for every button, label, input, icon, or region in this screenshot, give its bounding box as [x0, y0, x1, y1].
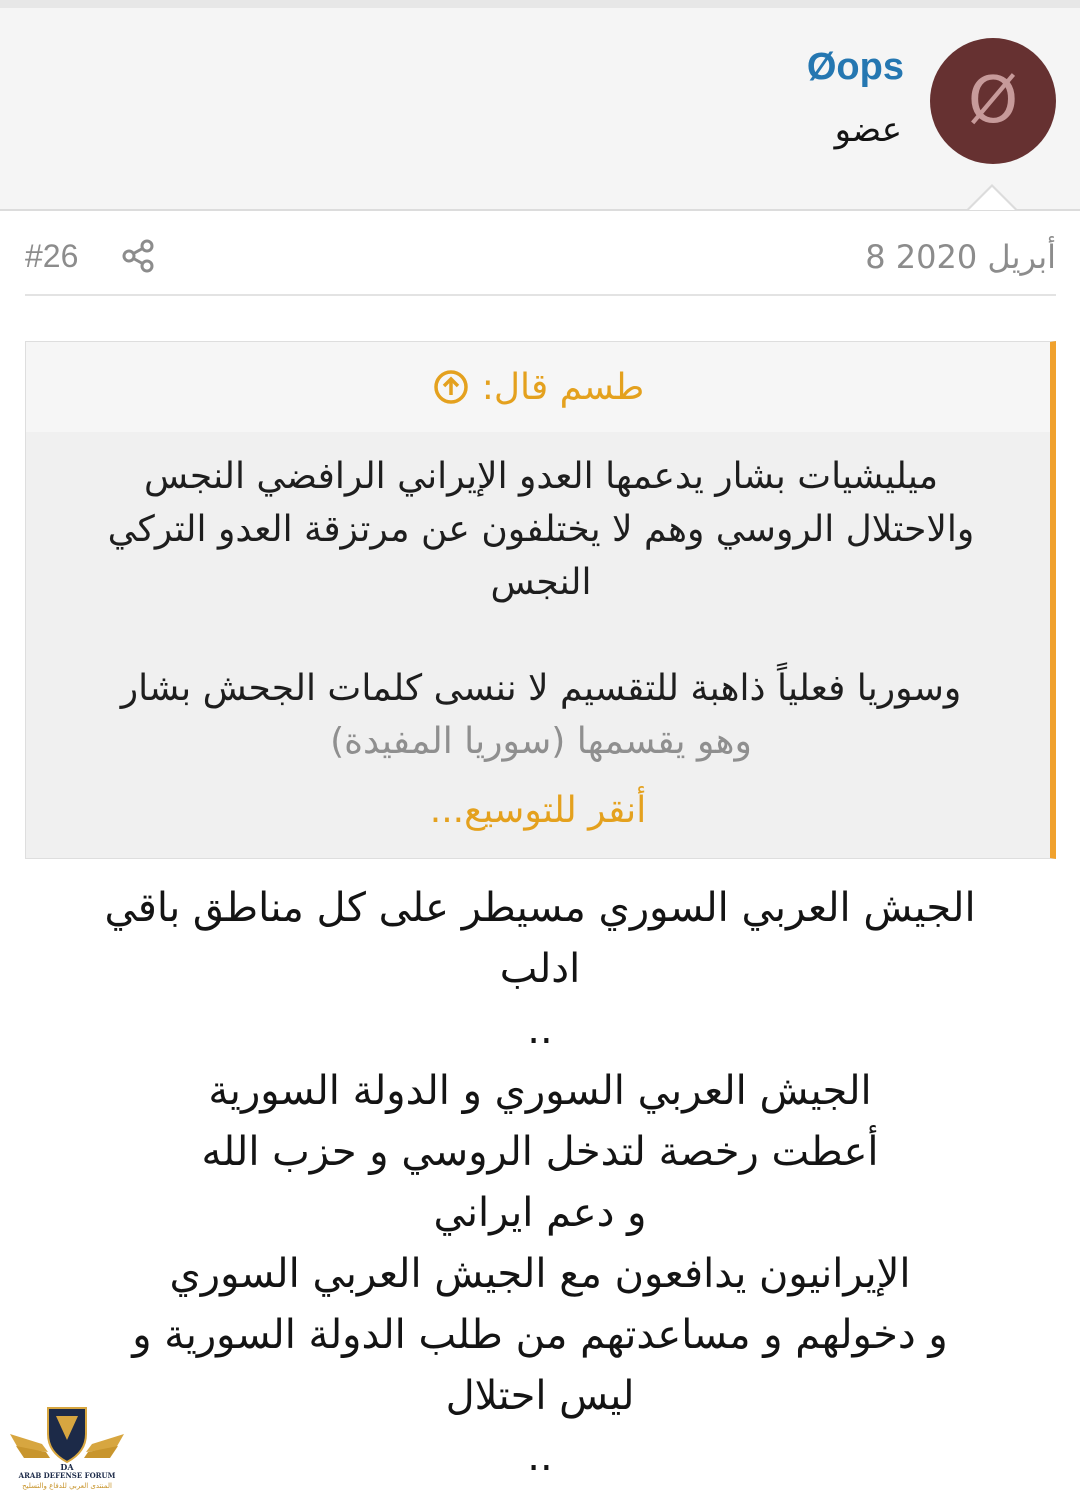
quote-body [56, 450, 1026, 768]
top-divider [0, 0, 1080, 8]
message-line: ليس احتلال [445, 1373, 635, 1419]
username-link[interactable]: Øops [806, 46, 904, 88]
quote-line: ميليشيات بشار يدعمها العدو الإيراني الرافضي النجس [144, 456, 938, 497]
quote-block [25, 341, 1056, 859]
message-line: الإيرانيون يدافعون مع الجيش العربي السوري [169, 1251, 911, 1297]
message-line: أعطت رخصة لتدخل الروسي و حزب الله [201, 1129, 879, 1175]
avatar[interactable] [930, 38, 1056, 164]
avatar-letter: Ø [967, 64, 1019, 138]
message-line: ادلب [499, 946, 581, 992]
message-line: .. [527, 1007, 553, 1053]
message-line: الجيش العربي السوري و الدولة السورية [208, 1068, 872, 1114]
quote-line: وسوريا فعلياً ذاهبة للتقسيم لا ننسى كلمات الجحش بشار [120, 668, 962, 709]
quote-line: والاحتلال الروسي وهم لا يختلفون عن مرتزقة العدو التركي [107, 509, 975, 550]
message-line: الجيش العربي السوري مسيطر على كل مناطق باقي [104, 885, 976, 931]
user-header [0, 8, 1080, 211]
post-date[interactable]: 8 أبريل 2020 [865, 238, 1056, 276]
forum-watermark-logo [8, 1400, 126, 1494]
quote-header[interactable] [26, 342, 1050, 432]
message-line: .. [527, 1434, 553, 1480]
user-title: عضو [834, 110, 902, 150]
post-meta-bar [25, 230, 1056, 296]
expand-quote-link[interactable]: أنقر للتوسيع... [429, 790, 647, 831]
share-icon[interactable] [121, 238, 157, 274]
svg-text:ARAB DEFENSE FORUM: ARAB DEFENSE FORUM [18, 1471, 116, 1480]
svg-text:المنتدى العربي للدفاع والتسليح: المنتدى العربي للدفاع والتسليح [22, 1482, 112, 1490]
quote-author[interactable]: طسم قال: [481, 366, 645, 408]
quote-line: النجس [490, 562, 592, 603]
post-message [40, 878, 1040, 1488]
post-number-link[interactable]: #26 [25, 238, 79, 274]
message-line: و دعم ايراني [433, 1190, 647, 1236]
message-line: و دخولهم و مساعدتهم من طلب الدولة السورية و [132, 1312, 948, 1358]
arrow-up-circle-icon[interactable] [432, 368, 470, 406]
quote-line-faded: وهو يقسمها (سوريا المفيدة) [330, 721, 752, 762]
svg-text:DA: DA [60, 1462, 74, 1472]
